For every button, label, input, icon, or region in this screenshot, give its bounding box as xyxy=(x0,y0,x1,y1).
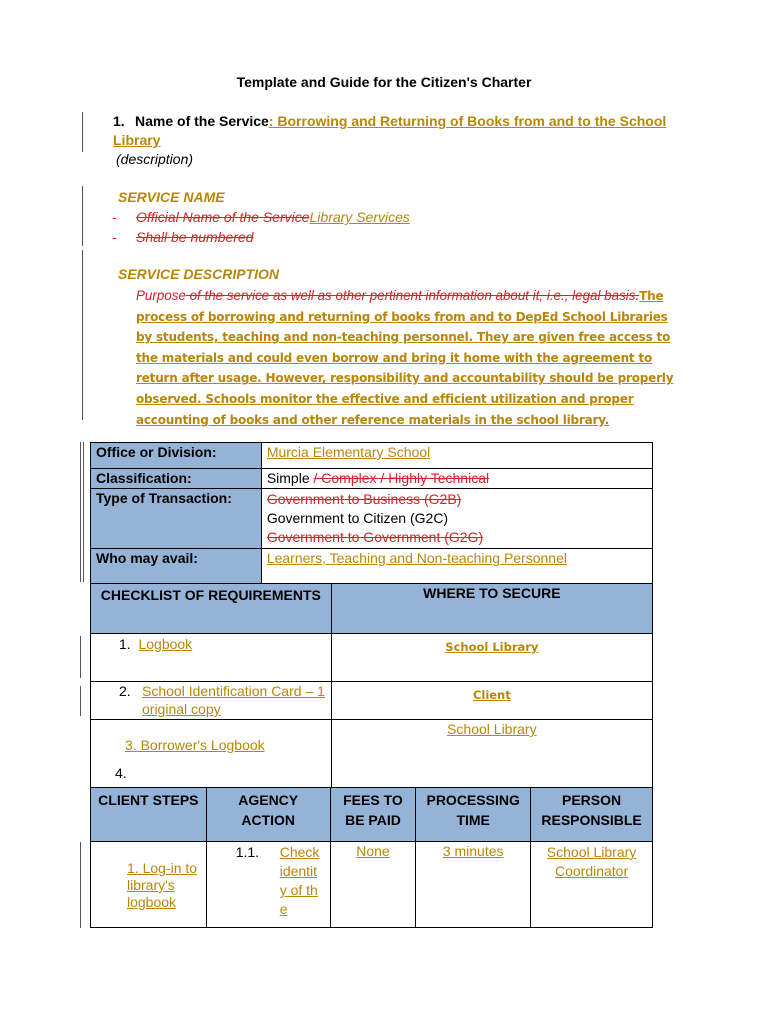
header-agency-action: AGENCY ACTION xyxy=(206,788,330,842)
deleted-text: / Complex / Highly Technical xyxy=(313,470,490,486)
change-bar xyxy=(80,686,81,716)
processing-time-1: 3 minutes xyxy=(416,842,531,928)
fees-1: None xyxy=(330,842,416,928)
transaction-type-label: Type of Transaction: xyxy=(91,489,262,549)
section-number: 1. xyxy=(113,113,125,129)
deleted-text: Government to Government (G2G) xyxy=(266,529,484,545)
service-name-heading: SERVICE NAME xyxy=(118,189,225,205)
where-to-secure-1: School Library xyxy=(445,640,539,654)
who-may-avail-label: Who may avail: xyxy=(91,549,262,585)
inserted-text: Library Services xyxy=(309,209,410,225)
change-bar xyxy=(83,442,84,582)
change-bar xyxy=(80,842,81,928)
change-bar xyxy=(80,636,81,678)
deleted-text: of the service as well as other pertinent information about it, i.e., legal basis. xyxy=(185,288,640,303)
deleted-text: Government to Business (G2B) xyxy=(266,491,462,507)
classification-value: Simple xyxy=(266,470,314,486)
change-bar xyxy=(82,186,83,246)
header-processing-time: PROCESSING TIME xyxy=(416,788,531,842)
service-name-line xyxy=(113,112,673,150)
service-description-text xyxy=(136,286,684,430)
where-to-secure-3: School Library xyxy=(447,721,537,737)
inserted-text: The process of borrowing and returning of books from and to DepEd School Libraries by students, teaching and non-teaching personnel. They are given free access to the materials and could even borrow and bring it home with the agreement to return after usage. However, responsibility and accountability should be properly observed. Schools monitor the effective and efficient utilization and proper accounting of books and other reference materials in the school library. xyxy=(136,289,674,427)
where-to-secure-header: WHERE TO SECURE xyxy=(331,584,652,634)
service-name-value: : Borrowing and Returning of Books from and to the School Library xyxy=(113,113,667,148)
requirement-row-1: 1. Logbook xyxy=(91,634,332,682)
header-fees: FEES TO BE PAID xyxy=(330,788,416,842)
client-step-1: 1. Log-in to library's logbook xyxy=(91,842,207,928)
section-label: Name of the Service xyxy=(135,113,269,129)
service-name-bullet-2: - Shall be numbered xyxy=(112,229,254,245)
checklist-header: CHECKLIST OF REQUIREMENTS xyxy=(91,584,332,634)
change-bar xyxy=(82,250,83,420)
office-label: Office or Division: xyxy=(91,443,262,469)
purpose-word: Purpose xyxy=(136,288,186,303)
deleted-text: Official Name of the Service xyxy=(136,209,310,225)
agency-action-1: 1.1. Check identity of the xyxy=(206,842,330,928)
deleted-text: Shall be numbered xyxy=(136,229,254,245)
who-may-avail-value: Learners, Teaching and Non-teaching Personnel xyxy=(266,550,567,566)
description-placeholder: (description) xyxy=(116,151,194,167)
service-name-bullet-1: - Official Name of the ServiceLibrary Services xyxy=(112,209,410,225)
transaction-type-value: Government to Citizen (G2C) xyxy=(266,510,449,526)
client-steps-table xyxy=(90,787,653,928)
requirement-row-2: 2. School Identification Card – 1 original copy xyxy=(91,682,332,720)
requirement-row-3: 3. Borrower's Logbook 4. xyxy=(91,720,332,790)
where-to-secure-2: Client xyxy=(472,688,511,702)
change-bar xyxy=(80,442,81,582)
person-responsible-1: School Library Coordinator xyxy=(531,842,653,928)
service-info-table xyxy=(90,442,653,585)
requirements-table xyxy=(90,583,653,790)
classification-label: Classification: xyxy=(91,469,262,489)
page-title: Template and Guide for the Citizen's Charter xyxy=(236,74,532,90)
service-description-heading: SERVICE DESCRIPTION xyxy=(118,266,280,282)
change-bar xyxy=(82,112,83,152)
header-client-steps: CLIENT STEPS xyxy=(91,788,207,842)
office-value: Murcia Elementary School xyxy=(266,444,431,460)
header-person-responsible: PERSON RESPONSIBLE xyxy=(531,788,653,842)
